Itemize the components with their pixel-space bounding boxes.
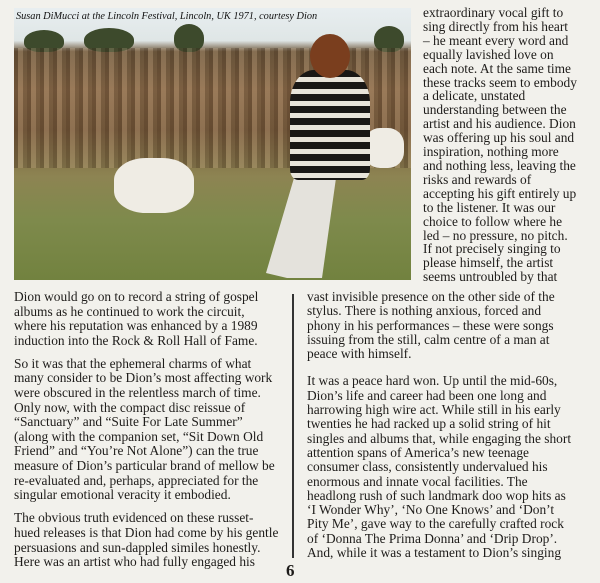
text-line: led – no pressure, no pitch. [423, 227, 568, 243]
text-line: stylus. There is nothing anxious, forced and [307, 303, 542, 319]
text-line: Only now, with the compact disc reissue of [14, 399, 246, 415]
text-line: were obscured in the relentless march of time. [14, 385, 261, 401]
text-line: hued releases is that Dion had come by his gentle [14, 524, 279, 540]
text-line: inspiration, nothing more [423, 144, 559, 160]
text-line: and nothing less, leaving the [423, 157, 576, 173]
text-line: was offering up his soul and [423, 130, 575, 146]
text-line: singles and albums that, while engaging the short [307, 430, 572, 446]
text-line: attention spans of America’s new teenage [307, 444, 529, 460]
text-line: induction into the Rock & Roll Hall of Fame. [14, 332, 258, 348]
paragraph [423, 6, 577, 284]
text-line: re-evaluated and, perhaps, appreciated for the [14, 472, 259, 488]
text-line: Here was an artist who had fully engaged his [14, 554, 255, 570]
text-line: twenties he had racked up a solid string of hit [307, 416, 551, 432]
text-line: artist and his audience. Dion [423, 116, 576, 132]
text-line: It was a peace hard won. Up until the mid-60s, [307, 373, 558, 389]
text-line: consumer class, consistently undervalued his [307, 459, 548, 475]
text-line: ‘I Wonder Why’, ‘No One Knows’ and ‘Don’t [307, 502, 555, 518]
text-line: please himself, the artist [423, 255, 554, 271]
text-line: these tracks seem to embody [423, 74, 577, 90]
text-line: a delicate, unstated [423, 88, 526, 104]
text-line: many consider to be Dion’s most affecting work [14, 370, 273, 386]
text-line: risks and rewards of [423, 171, 532, 187]
paragraph [307, 290, 571, 361]
column-divider [292, 294, 294, 558]
paragraph [307, 374, 571, 560]
text-line: “Sanctuary” and “Suite For Late Summer” [14, 414, 243, 430]
text-line: equally lavished love on [423, 46, 554, 62]
seated-person [114, 158, 194, 213]
text-line: singular emotional veracity it embodied. [14, 487, 231, 503]
text-line: extraordinary vocal gift to [423, 5, 564, 20]
text-line: where his reputation was enhanced by a 1989 [14, 318, 258, 334]
text-line: peace with himself. [307, 346, 412, 362]
paragraph [14, 290, 278, 348]
text-line: each note. At the same time [423, 60, 571, 76]
text-line: (along with the companion set, “Sit Down Old [14, 428, 264, 444]
text-line: seems untroubled by that [423, 269, 558, 285]
text-line: to the listener. It was our [423, 199, 556, 215]
text-line: vast invisible presence on the other side of the [307, 289, 555, 304]
text-line: enormous and innate vocal facilities. The [307, 473, 528, 489]
text-line: headlong rush of such landmark doo wop hits as [307, 487, 566, 503]
text-line: phony in his performances – these were songs [307, 317, 554, 333]
text-line: of ‘Donna The Prima Donna’ and ‘Drip Drop’. [307, 530, 558, 546]
woman-striped-top [290, 70, 370, 180]
text-line: persuasions and sun-dappled similes honestly. [14, 539, 261, 555]
text-line: If not precisely singing to [423, 241, 561, 257]
text-line: albums as he continued to work the circuit, [14, 303, 245, 319]
text-line: Dion would go on to record a string of gospel [14, 289, 259, 304]
text-line: sing directly from his heart [423, 18, 569, 34]
text-line: accepting his gift entirely up [423, 185, 577, 201]
right-column-top [423, 6, 577, 284]
photo-caption: Susan DiMucci at the Lincoln Festival, Lincoln, UK 1971, courtesy Dion [16, 11, 318, 22]
text-line: Dion’s life and career had been one long and [307, 387, 547, 403]
text-line: So it was that the ephemeral charms of what [14, 355, 252, 371]
text-line: – he meant every word and [423, 32, 569, 48]
seated-person [364, 128, 404, 168]
text-line: choice to follow where he [423, 213, 563, 229]
right-column-bottom [307, 290, 571, 573]
page-number: 6 [286, 561, 295, 580]
text-line: issuing from the still, calm centre of a man at [307, 331, 550, 347]
text-line: harrowing high wire act. While still in his early [307, 402, 561, 418]
paragraph [14, 357, 278, 503]
festival-photo [14, 8, 411, 280]
woman-hair [310, 34, 350, 78]
text-line: measure of Dion’s particular brand of mellow be [14, 458, 275, 474]
left-column [14, 290, 278, 578]
woman-legs [266, 178, 336, 278]
paragraph [14, 511, 278, 569]
text-line: The obvious truth evidenced on these russet- [14, 510, 254, 526]
text-line: And, while it was a testament to Dion’s singing [307, 545, 562, 561]
text-line: Friend” and “You’re Not Alone”) can the true [14, 443, 259, 459]
text-line: Pity Me’, gave way to the carefully crafted rock [307, 516, 564, 532]
text-line: understanding between the [423, 102, 567, 118]
